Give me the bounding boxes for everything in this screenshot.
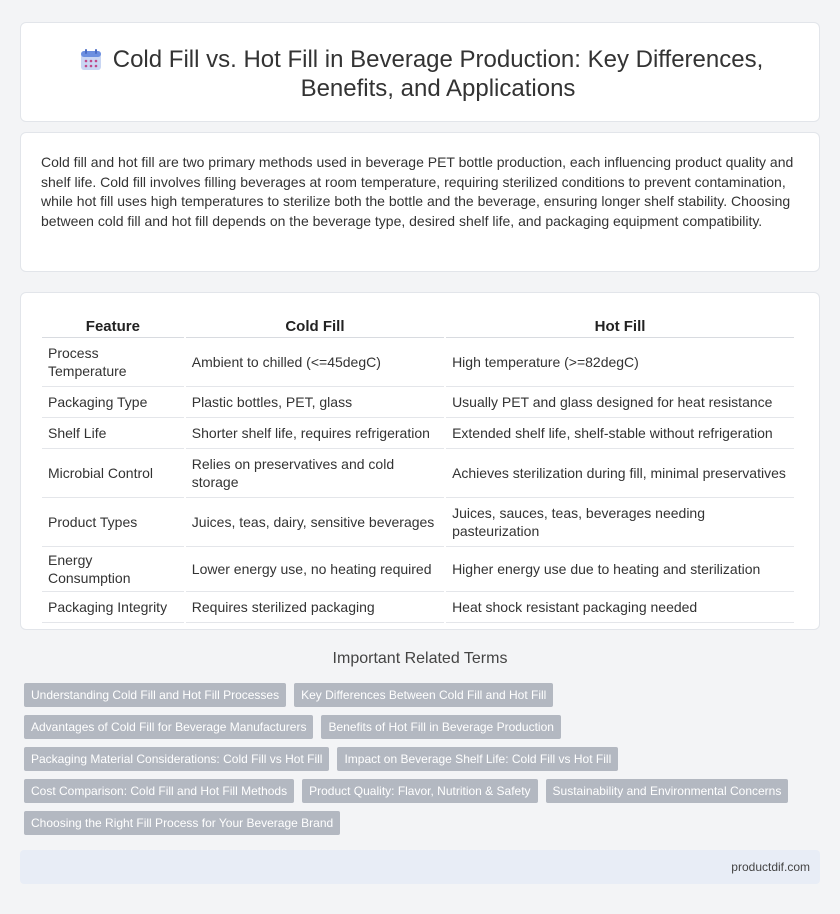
table-cell: Ambient to chilled (<=45degC) — [186, 338, 444, 387]
table-cell: Product Types — [42, 498, 184, 547]
comparison-table — [40, 312, 796, 623]
table-cell: Heat shock resistant packaging needed — [446, 592, 794, 623]
table-row — [42, 387, 794, 418]
table-cell: Juices, teas, dairy, sensitive beverages — [186, 498, 444, 547]
related-term-tag[interactable]: Cost Comparison: Cold Fill and Hot Fill Methods — [24, 779, 294, 803]
table-cell: High temperature (>=82degC) — [446, 338, 794, 387]
related-term-tag[interactable]: Impact on Beverage Shelf Life: Cold Fill vs Hot Fill — [337, 747, 618, 771]
title-card — [20, 22, 820, 122]
column-header-cold-fill: Cold Fill — [186, 312, 444, 338]
table-cell: Microbial Control — [42, 449, 184, 498]
table-cell: Shelf Life — [42, 418, 184, 449]
table-cell: Packaging Integrity — [42, 592, 184, 623]
related-term-tag[interactable]: Choosing the Right Fill Process for Your Beverage Brand — [24, 811, 340, 835]
comparison-table-card — [20, 292, 820, 630]
intro-paragraph: Cold fill and hot fill are two primary methods used in beverage PET bottle production, each influencing product quality and shelf life. Cold fill involves filling beverages at room temperature, requiring sterilized conditions to prevent contamination, while hot fill uses high temperatures to sterilize both the bottle and the beverage, ensuring longer shelf stability. Choosing between cold fill and hot fill depends on the beverage type, desired shelf life, and packaging equipment compatibility. — [41, 154, 794, 229]
table-cell: Achieves sterilization during fill, minimal preservatives — [446, 449, 794, 498]
table-cell: Plastic bottles, PET, glass — [186, 387, 444, 418]
page-title: Cold Fill vs. Hot Fill in Beverage Production: Key Differences, Benefits, and Applications — [112, 46, 764, 102]
table-header-row — [42, 312, 794, 338]
table-row — [42, 498, 794, 547]
footer-site-link[interactable]: productdif.com — [731, 860, 810, 874]
table-cell: Energy Consumption — [42, 547, 184, 592]
footer-bar — [20, 850, 820, 884]
table-row — [42, 449, 794, 498]
table-row — [42, 547, 794, 592]
table-cell: Usually PET and glass designed for heat resistance — [446, 387, 794, 418]
table-cell: Process Temperature — [42, 338, 184, 387]
table-cell: Higher energy use due to heating and sterilization — [446, 547, 794, 592]
related-term-tag[interactable]: Benefits of Hot Fill in Beverage Production — [321, 715, 560, 739]
table-cell: Requires sterilized packaging — [186, 592, 444, 623]
intro-card — [20, 132, 820, 272]
table-row — [42, 418, 794, 449]
column-header-feature: Feature — [42, 312, 184, 338]
table-cell: Relies on preservatives and cold storage — [186, 449, 444, 498]
related-term-tag[interactable]: Key Differences Between Cold Fill and Hot Fill — [294, 683, 553, 707]
related-term-tag[interactable]: Product Quality: Flavor, Nutrition & Safety — [302, 779, 537, 803]
column-header-hot-fill: Hot Fill — [446, 312, 794, 338]
table-cell: Lower energy use, no heating required — [186, 547, 444, 592]
related-term-tag[interactable]: Understanding Cold Fill and Hot Fill Processes — [24, 683, 286, 707]
related-terms-list — [24, 683, 804, 843]
table-cell: Shorter shelf life, requires refrigeration — [186, 418, 444, 449]
table-cell: Juices, sauces, teas, beverages needing pasteurization — [446, 498, 794, 547]
table-row — [42, 338, 794, 387]
related-terms-title: Important Related Terms — [332, 650, 508, 667]
table-cell: Packaging Type — [42, 387, 184, 418]
table-row — [42, 592, 794, 623]
table-cell: Extended shelf life, shelf-stable without refrigeration — [446, 418, 794, 449]
related-term-tag[interactable]: Advantages of Cold Fill for Beverage Manufacturers — [24, 715, 313, 739]
related-term-tag[interactable]: Sustainability and Environmental Concerns — [546, 779, 789, 803]
related-term-tag[interactable]: Packaging Material Considerations: Cold Fill vs Hot Fill — [24, 747, 329, 771]
